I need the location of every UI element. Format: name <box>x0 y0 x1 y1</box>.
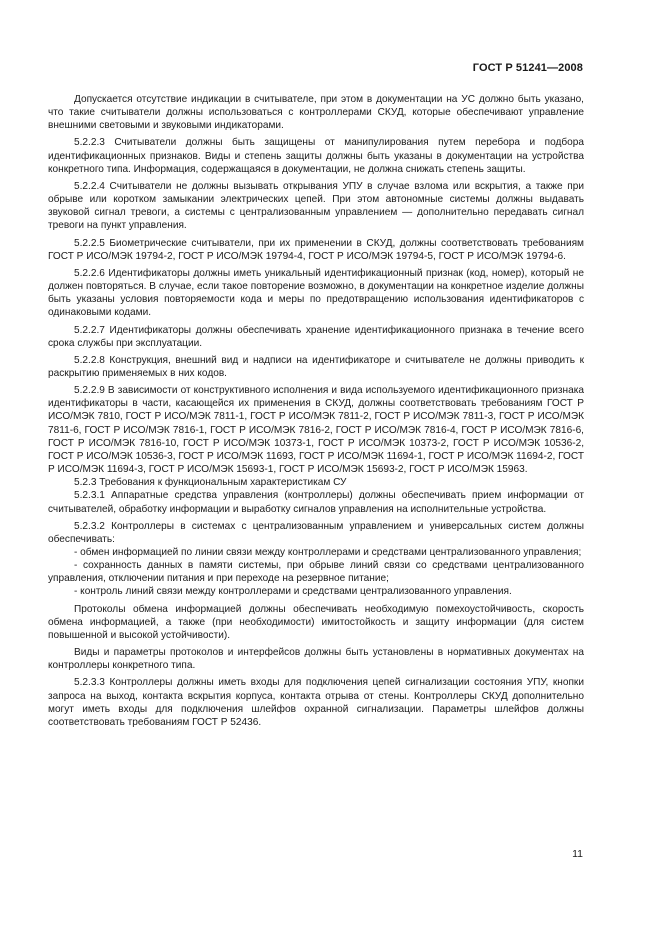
paragraph-5-2-2-7: 5.2.2.7 Идентификаторы должны обеспечивать хранение идентификационного признака в течение всего срока службы при эксплуатации. <box>48 324 584 349</box>
paragraph-protocols: Протоколы обмена информацией должны обеспечивать необходимую помехоустойчивость, скорость обмена информацией, а также (при необходимости) имитостойкость и защиту информации (для систем повышенной и высокой устойчивости). <box>48 603 584 641</box>
paragraph-5-2-3-2: 5.2.3.2 Контроллеры в системах с централизованным управлением и универсальных систем должны обеспечивать: <box>48 520 584 545</box>
paragraph-5-2-2-8: 5.2.2.8 Конструкция, внешний вид и надписи на идентификаторе и считывателе не должны приводить к раскрытию применяемых в них кодов. <box>48 354 584 379</box>
paragraph-5-2-2-4: 5.2.2.4 Считыватели не должны вызывать открывания УПУ в случае взлома или вскрытия, а также при обрыве или коротком замыкании электрических цепей. При этом автономные системы должны выдавать звуковой сигнал тревоги, а системы с централизованным управлением — дополнительно передавать сигнал тревоги на пункт управления. <box>48 180 584 232</box>
section-heading-5-2-3: 5.2.3 Требования к функциональным характеристикам СУ <box>74 477 347 489</box>
paragraph-5-2-3-3: 5.2.3.3 Контроллеры должны иметь входы для подключения цепей сигнализации состояния УПУ, кнопки запроса на выход, контакта вскрытия корпуса, контакта отрыва от стены. Контроллеры СКУД дополнительно могут иметь входы для подключения шлейфов охранной сигнализации. Параметры шлейфов должны соответствовать требованиям ГОСТ Р 52436. <box>48 677 584 728</box>
paragraph-5-2-2-9: 5.2.2.9 В зависимости от конструктивного исполнения и вида используемого идентификационного признака идентификаторы в части, касающейся их применения в СКУД, должны соответствовать требованиям ГОСТ Р ИСО/МЭК 7810, ГОСТ Р ИСО/МЭК 7811-1, ГОСТ Р ИСО/МЭК 7811-2, ГОСТ Р ИСО/МЭК 7811-3, ГОСТ Р ИСО/МЭК 7811-6, ГОСТ Р ИСО/МЭК 7816-1, ГОСТ Р ИСО/МЭК 7816-2, ГОСТ Р ИСО/МЭК 7816-4, ГОСТ Р ИСО/МЭК 7816-6, ГОСТ Р ИСО/МЭК 7816-10, ГОСТ Р ИСО/МЭК 10373-1, ГОСТ Р ИСО/МЭК 10373-2, ГОСТ Р ИСО/МЭК 10536-2, ГОСТ Р ИСО/МЭК 10536-3, ГОСТ Р ИСО/МЭК 11693, ГОСТ Р ИСО/МЭК 11694-1, ГОСТ Р ИСО/МЭК 11694-2, ГОСТ Р ИСО/МЭК 11694-3, ГОСТ Р ИСО/МЭК 15693-1, ГОСТ Р ИСО/МЭК 15693-2, ГОСТ Р ИСО/МЭК 15963. <box>48 385 584 476</box>
document-body <box>48 93 584 733</box>
paragraph-indication: Допускается отсутствие индикации в считывателе, при этом в документации на УС должно быть указано, что такие считыватели должны использоваться с контроллерами СКУД, которые обеспечивают управление внешними световыми и звуковыми индикаторами. <box>48 94 584 132</box>
list-item: - сохранность данных в памяти системы, при обрыве линий связи со средствами централизованного управления, отключении питания и при переходе на резервное питание; <box>48 560 584 585</box>
paragraph-5-2-2-3: 5.2.2.3 Считыватели должны быть защищены от манипулирования путем перебора и подбора идентификационных признаков. Виды и степень защиты должны быть указаны в документации на устройства конкретного типа. Информация, содержащаяся в документации, не должна снижать степень защиты. <box>48 137 584 175</box>
paragraph-5-2-3-1: 5.2.3.1 Аппаратные средства управления (контроллеры) должны обеспечивать прием информации от считывателей, обработку информации и выработку сигналов управления на исполнительные устройства. <box>48 490 584 515</box>
paragraph-5-2-2-6: 5.2.2.6 Идентификаторы должны иметь уникальный идентификационный признак (код, номер), который не должен повторяться. В случае, если такое повторение возможно, в документации на конкретное изделие должны быть указаны условия повторяемости кода и меры по предотвращению использования идентификаторов с одинаковыми кодами. <box>48 267 584 319</box>
paragraph-interfaces: Виды и параметры протоколов и интерфейсов должны быть установлены в нормативных документах на контроллеры конкретного типа. <box>48 647 584 672</box>
list-item: - контроль линий связи между контроллерами и средствами централизованного управления. <box>74 586 512 598</box>
paragraph-5-2-2-5: 5.2.2.5 Биометрические считыватели, при их применении в СКУД, должны соответствовать требованиям ГОСТ Р ИСО/МЭК 19794-2, ГОСТ Р ИСО/МЭК 19794-4, ГОСТ Р ИСО/МЭК 19794-5, ГОСТ Р ИСО/МЭК 19794-6. <box>48 237 584 262</box>
list-item: - обмен информацией по линии связи между контроллерами и средствами централизованного управления; <box>74 547 582 558</box>
document-code-header: ГОСТ Р 51241—2008 <box>472 62 583 74</box>
page-number: 11 <box>572 848 583 860</box>
